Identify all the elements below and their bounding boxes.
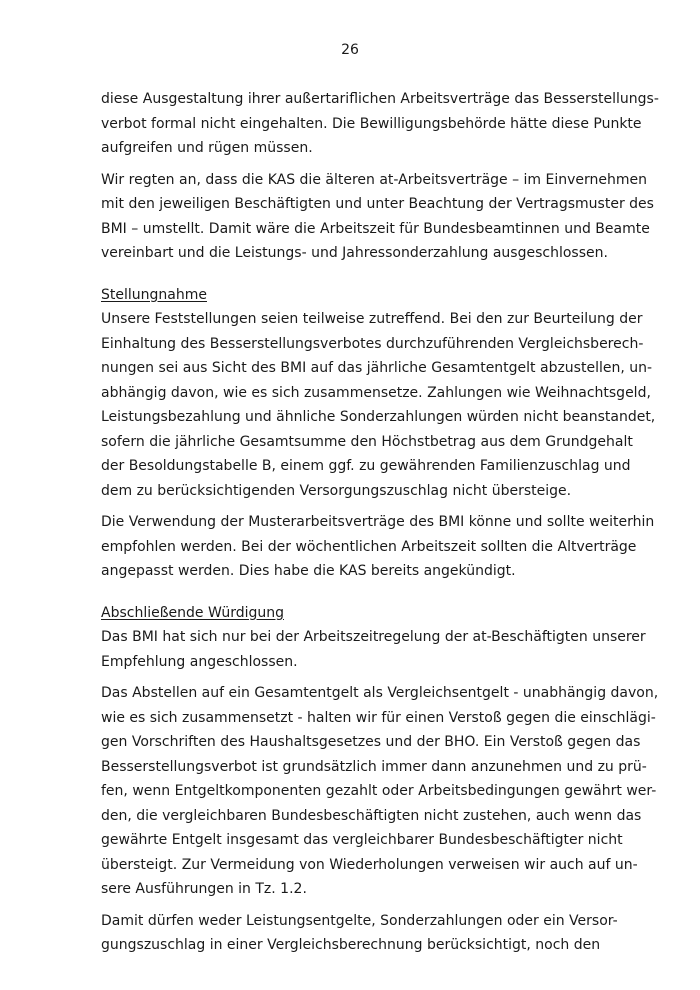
paragraph-line: gewährte Entgelt insgesamt das vergleichbarer Bundesbeschäftigter nicht [101, 832, 623, 848]
paragraph-line: Wir regten an, dass die KAS die älteren at-Arbeitsverträge – im Einvernehmen [101, 171, 648, 188]
paragraph [101, 87, 659, 161]
paragraph-line: dem zu berücksichtigenden Versorgungszuschlag nicht übersteige. [101, 482, 572, 499]
paragraph [101, 909, 617, 958]
section-heading: Abschließende Würdigung [101, 604, 284, 621]
paragraph-line: vereinbart und die Leistungs- und Jahressonderzahlung ausgeschlossen. [101, 245, 608, 261]
paragraph-line: fen, wenn Entgeltkomponenten gezahlt oder Arbeitsbedingungen gewährt wer- [101, 783, 657, 799]
paragraph-line: BMI – umstellt. Damit wäre die Arbeitszeit für Bundesbeamtinnen und Beamte [101, 220, 650, 237]
paragraph-line: mit den jeweiligen Beschäftigten und unter Beachtung der Vertragsmuster des [101, 196, 654, 212]
paragraph-line: Besserstellungsverbot ist grundsätzlich immer dann anzunehmen und zu prü- [101, 758, 647, 775]
paragraph [101, 510, 655, 584]
paragraph-line: übersteigt. Zur Vermeidung von Wiederholungen verweisen wir auch auf un- [101, 856, 638, 873]
paragraph-line: Das BMI hat sich nur bei der Arbeitszeitregelung der at-Beschäftigten unserer [101, 629, 646, 645]
paragraph-line: sofern die jährliche Gesamtsumme den Höchstbetrag aus dem Grundgehalt [101, 433, 633, 450]
paragraph-line: Damit dürfen weder Leistungsentgelte, Sonderzahlungen oder ein Versor- [101, 912, 618, 929]
paragraph-line: sere Ausführungen in Tz. 1.2. [101, 881, 307, 897]
paragraph-line: Einhaltung des Besserstellungsverbotes durchzuführenden Vergleichsberech- [101, 335, 644, 352]
section-gap [101, 591, 617, 601]
section-gap [101, 273, 617, 283]
paragraph [101, 681, 659, 902]
paragraph-line: Unsere Feststellungen seien teilweise zutreffend. Bei den zur Beurteilung der [101, 311, 643, 327]
paragraph-line: gungszuschlag in einer Vergleichsberechnung berücksichtigt, noch den [101, 937, 601, 953]
paragraph-line: Die Verwendung der Musterarbeitsverträge des BMI könne und sollte weiterhin [101, 514, 655, 530]
paragraph [101, 307, 656, 503]
paragraph-line: abhängig davon, wie es sich zusammensetze. Zahlungen wie Weihnachtsgeld, [101, 384, 651, 401]
document-body [101, 87, 659, 965]
paragraph-line: angepasst werden. Dies habe die KAS bereits angekündigt. [101, 563, 516, 579]
paragraph [101, 625, 646, 674]
section-heading: Stellungnahme [101, 286, 207, 303]
paragraph-line: Empfehlung angeschlossen. [101, 653, 298, 670]
paragraph-line: verbot formal nicht eingehalten. Die Bewilligungsbehörde hätte diese Punkte [101, 115, 642, 132]
paragraph-line: diese Ausgestaltung ihrer außertariflichen Arbeitsverträge das Besserstellungs- [101, 91, 659, 107]
page-number: 26 [341, 42, 359, 58]
paragraph-line: den, die vergleichbaren Bundesbeschäftigten nicht zustehen, auch wenn das [101, 807, 642, 824]
paragraph-line: gen Vorschriften des Haushaltsgesetzes und der BHO. Ein Verstoß gegen das [101, 734, 641, 750]
paragraph-line: wie es sich zusammensetzt - halten wir für einen Verstoß gegen die einschlägi- [101, 709, 656, 726]
paragraph-line: der Besoldungstabelle B, einem ggf. zu gewährenden Familienzuschlag und [101, 458, 631, 474]
paragraph-line: empfohlen werden. Bei der wöchentlichen Arbeitszeit sollten die Altverträge [101, 538, 637, 555]
paragraph-line: aufgreifen und rügen müssen. [101, 140, 313, 156]
paragraph-line: Leistungsbezahlung und ähnliche Sonderzahlungen würden nicht beanstandet, [101, 409, 656, 425]
paragraph-line: Das Abstellen auf ein Gesamtentgelt als Vergleichsentgelt - unabhängig davon, [101, 685, 659, 701]
paragraph-line: nungen sei aus Sicht des BMI auf das jährliche Gesamtentgelt abzustellen, un- [101, 360, 653, 376]
paragraph [101, 168, 654, 266]
